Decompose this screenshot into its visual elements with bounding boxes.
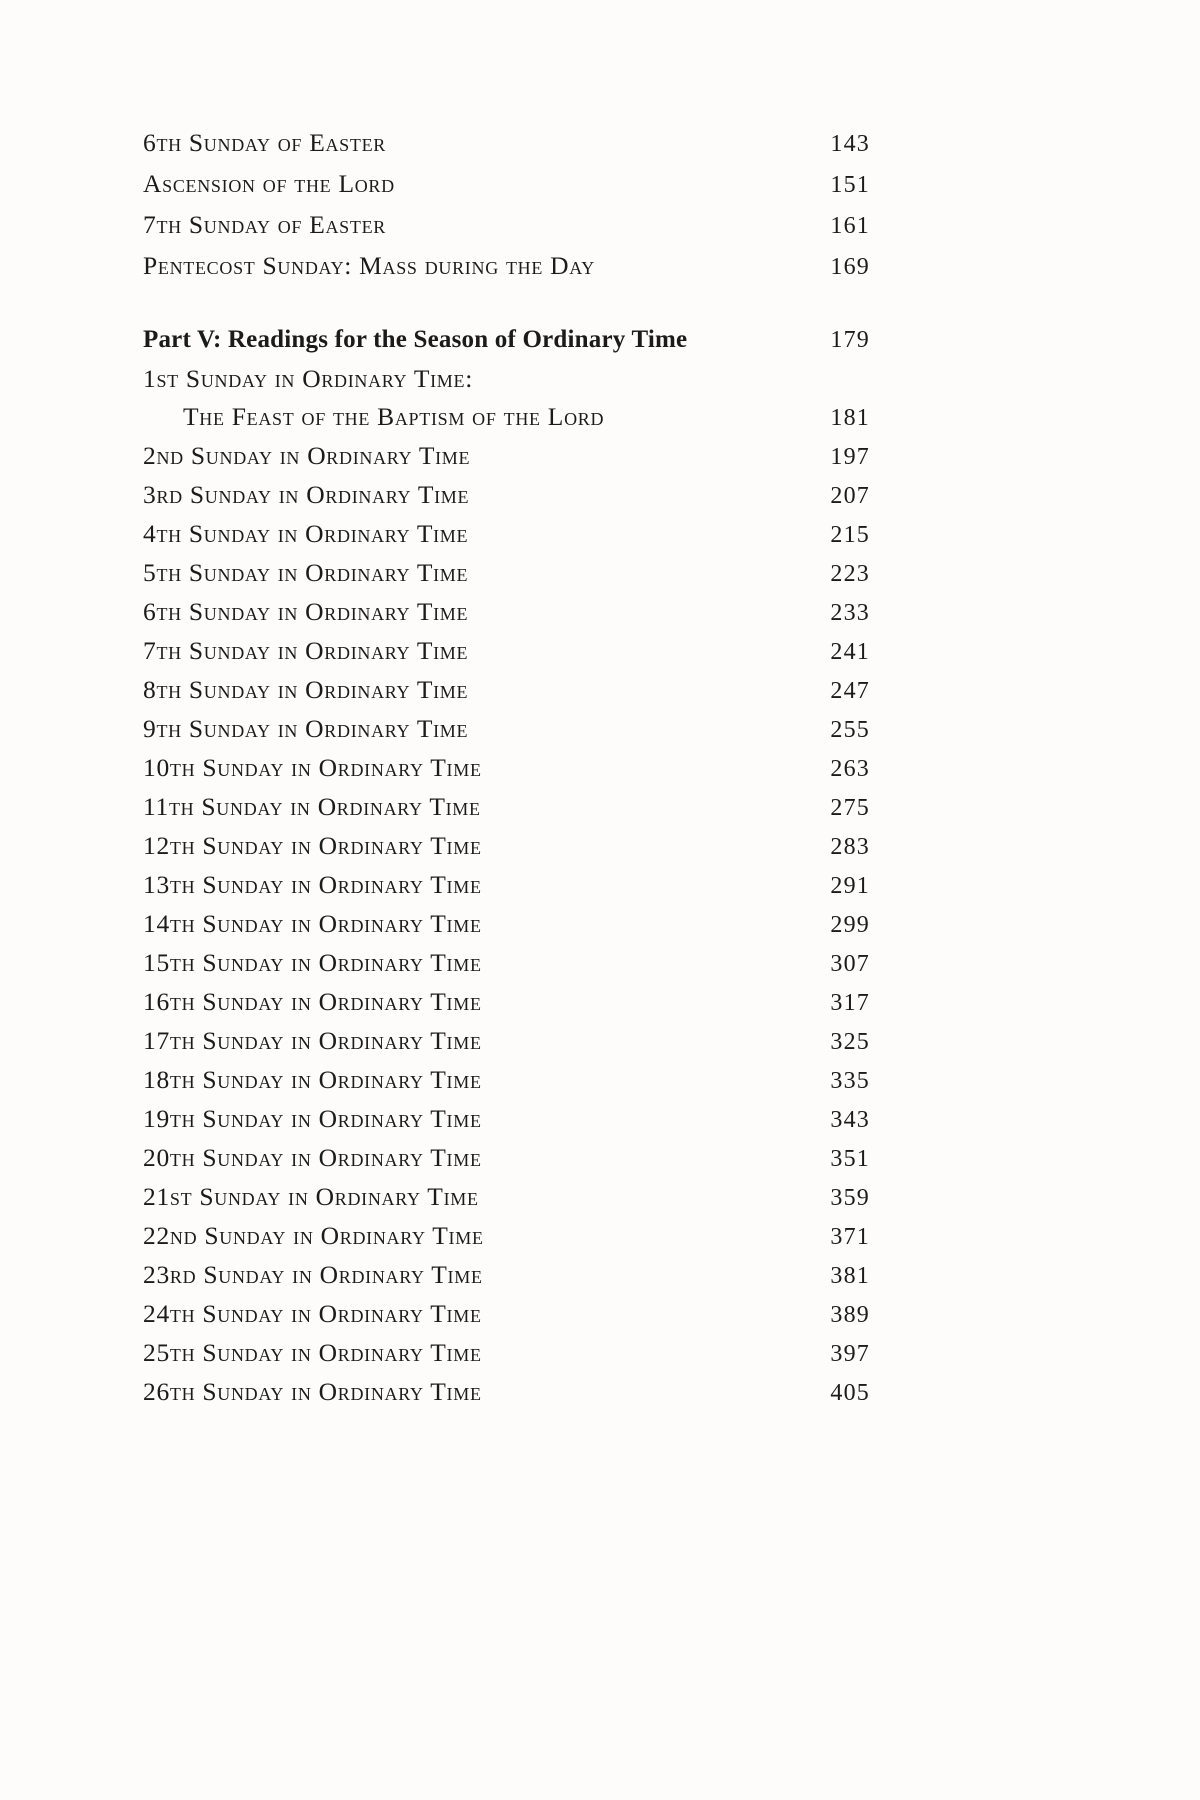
- toc-entry[interactable]: [143, 560, 870, 586]
- toc-entry-page: 283: [830, 834, 870, 860]
- toc-entry[interactable]: [143, 521, 870, 547]
- toc-entry-title: 5th Sunday in Ordinary Time: [143, 558, 469, 587]
- toc-entry-page: 351: [830, 1146, 870, 1172]
- toc-first-sunday-label: 1st Sunday in Ordinary Time:: [143, 364, 473, 393]
- toc-entry[interactable]: [143, 716, 870, 742]
- toc-entry-page: 299: [830, 912, 870, 938]
- toc-entry[interactable]: [143, 482, 870, 508]
- toc-entry-title: 7th Sunday of Easter: [143, 210, 386, 239]
- toc-entry[interactable]: [143, 833, 870, 859]
- toc-entry-title: 21st Sunday in Ordinary Time: [143, 1182, 479, 1211]
- toc-entry-title: 24th Sunday in Ordinary Time: [143, 1299, 482, 1328]
- toc-entry-page: 325: [830, 1029, 870, 1055]
- toc-entry[interactable]: [143, 755, 870, 781]
- toc-entry-page: 291: [830, 873, 870, 899]
- toc-part-heading-title: Part V: Readings for the Season of Ordinary Time: [143, 326, 688, 353]
- toc-entry[interactable]: [143, 1145, 870, 1171]
- toc-entry[interactable]: [143, 599, 870, 625]
- toc-entry-page: 241: [830, 639, 870, 665]
- toc-entry-title: 7th Sunday in Ordinary Time: [143, 636, 469, 665]
- toc-entry[interactable]: [143, 638, 870, 664]
- toc-entry[interactable]: [143, 212, 870, 238]
- toc-entry-title: 18th Sunday in Ordinary Time: [143, 1065, 482, 1094]
- toc-entry[interactable]: [143, 1262, 870, 1288]
- toc-entry-title: 14th Sunday in Ordinary Time: [143, 909, 482, 938]
- toc-entry-title: Ascension of the Lord: [143, 169, 395, 198]
- toc-entry[interactable]: [143, 1106, 870, 1132]
- toc-entry[interactable]: [143, 911, 870, 937]
- toc-entry-title: 26th Sunday in Ordinary Time: [143, 1377, 482, 1406]
- toc-entry-page: 359: [830, 1185, 870, 1211]
- toc-entry[interactable]: [143, 950, 870, 976]
- toc-entry[interactable]: [143, 989, 870, 1015]
- toc-entry-page: 343: [830, 1107, 870, 1133]
- toc-entry-title: Pentecost Sunday: Mass during the Day: [143, 251, 596, 280]
- toc-entry-title: 3rd Sunday in Ordinary Time: [143, 480, 470, 509]
- toc-entry-page: 405: [830, 1380, 870, 1406]
- toc-entry-page: 275: [830, 795, 870, 821]
- toc-part-heading[interactable]: [143, 327, 870, 352]
- toc-part-heading-page: 179: [830, 327, 870, 353]
- toc-entry[interactable]: [143, 253, 870, 279]
- toc-entry-title: 2nd Sunday in Ordinary Time: [143, 441, 471, 470]
- toc-entry-title: 13th Sunday in Ordinary Time: [143, 870, 482, 899]
- toc-entry[interactable]: [143, 1028, 870, 1054]
- ordinary-time-section: [143, 443, 870, 1405]
- toc-entry-title: 20th Sunday in Ordinary Time: [143, 1143, 482, 1172]
- toc-entry-page: 263: [830, 756, 870, 782]
- toc-entry-page: 207: [830, 483, 870, 509]
- toc-entry-title: 4th Sunday in Ordinary Time: [143, 519, 469, 548]
- toc-entry-page: 371: [830, 1224, 870, 1250]
- toc-entry-page: 307: [830, 951, 870, 977]
- toc-entry-page: 247: [830, 678, 870, 704]
- toc-entry-page: 335: [830, 1068, 870, 1094]
- toc-entry[interactable]: [143, 794, 870, 820]
- easter-section: [143, 130, 870, 279]
- table-of-contents: [143, 130, 870, 1405]
- toc-entry[interactable]: [143, 130, 870, 156]
- toc-entry-page: 381: [830, 1263, 870, 1289]
- toc-entry-baptism[interactable]: [143, 404, 870, 430]
- toc-entry-page: 151: [830, 172, 870, 198]
- toc-entry-title: 17th Sunday in Ordinary Time: [143, 1026, 482, 1055]
- toc-entry[interactable]: [143, 872, 870, 898]
- toc-entry[interactable]: [143, 1340, 870, 1366]
- toc-entry-title: 6th Sunday of Easter: [143, 128, 386, 157]
- toc-entry[interactable]: [143, 443, 870, 469]
- toc-entry-page: 233: [830, 600, 870, 626]
- toc-entry-page: 161: [830, 213, 870, 239]
- toc-entry-title: 16th Sunday in Ordinary Time: [143, 987, 482, 1016]
- toc-entry[interactable]: [143, 677, 870, 703]
- toc-entry-page: 197: [830, 444, 870, 470]
- toc-entry[interactable]: [143, 1223, 870, 1249]
- toc-entry-title: 15th Sunday in Ordinary Time: [143, 948, 482, 977]
- toc-entry-page: 181: [830, 405, 870, 431]
- toc-entry-title: 22nd Sunday in Ordinary Time: [143, 1221, 484, 1250]
- toc-entry[interactable]: [143, 1067, 870, 1093]
- toc-entry-page: 143: [830, 131, 870, 157]
- toc-entry-title: 9th Sunday in Ordinary Time: [143, 714, 469, 743]
- toc-entry[interactable]: [143, 171, 870, 197]
- toc-entry-title: The Feast of the Baptism of the Lord: [183, 402, 605, 431]
- toc-entry-title: 25th Sunday in Ordinary Time: [143, 1338, 482, 1367]
- toc-entry[interactable]: [143, 1184, 870, 1210]
- toc-entry-page: 317: [830, 990, 870, 1016]
- toc-entry-title: 23rd Sunday in Ordinary Time: [143, 1260, 483, 1289]
- toc-entry-title: 10th Sunday in Ordinary Time: [143, 753, 482, 782]
- toc-entry-title: 8th Sunday in Ordinary Time: [143, 675, 469, 704]
- toc-entry-title: 11th Sunday in Ordinary Time: [143, 792, 481, 821]
- toc-entry-page: 215: [830, 522, 870, 548]
- toc-entry-title: 19th Sunday in Ordinary Time: [143, 1104, 482, 1133]
- toc-entry-page: 255: [830, 717, 870, 743]
- toc-entry[interactable]: [143, 1379, 870, 1405]
- toc-entry-title: 6th Sunday in Ordinary Time: [143, 597, 469, 626]
- toc-entry-page: 223: [830, 561, 870, 587]
- toc-entry-page: 397: [830, 1341, 870, 1367]
- toc-entry-title: 12th Sunday in Ordinary Time: [143, 831, 482, 860]
- toc-entry-page: 169: [830, 254, 870, 280]
- toc-entry-page: 389: [830, 1302, 870, 1328]
- toc-entry[interactable]: [143, 1301, 870, 1327]
